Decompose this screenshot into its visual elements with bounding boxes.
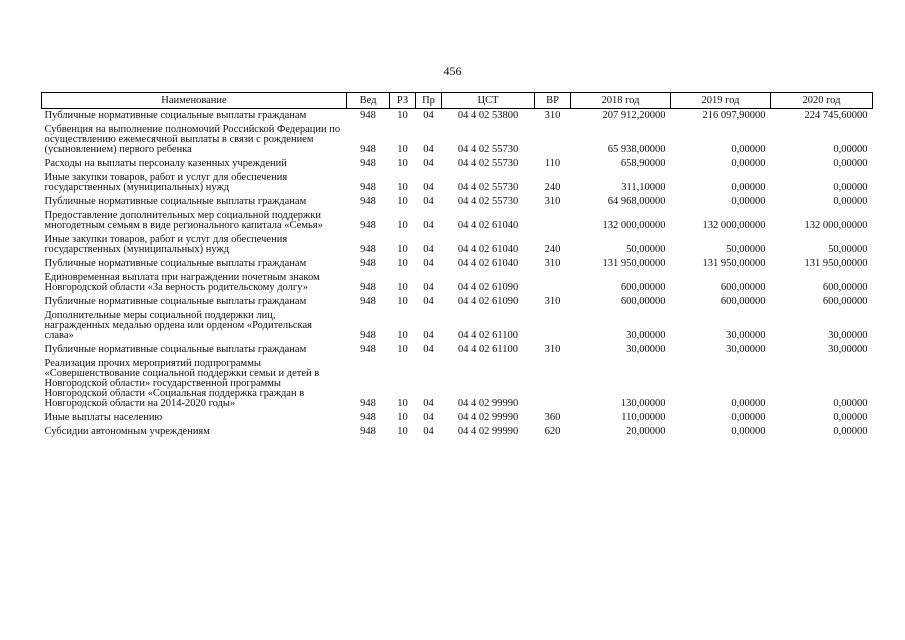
row-name: Дополнительные меры социальной поддержки лиц, награжденных медалью ордена или орденом «Родительская слава» xyxy=(44,310,312,341)
row-2020: 132 000,00000 xyxy=(804,220,868,231)
row-pr: 04 xyxy=(423,144,434,155)
row-ved: 948 xyxy=(360,182,376,193)
row-vr xyxy=(535,309,571,343)
row-2018: 50,00000 xyxy=(626,244,666,255)
row-2020: 131 950,00000 xyxy=(804,258,868,269)
row-2020: 600,00000 xyxy=(822,282,868,293)
row-rz: 10 xyxy=(397,144,408,155)
row-ved: 948 xyxy=(360,344,376,355)
row-name: Единовременная выплата при награждении почетным знаком Новгородской области «За верность родительскому долгу» xyxy=(44,272,320,293)
table-row xyxy=(42,411,873,425)
row-2020: 0,00000 xyxy=(833,182,868,193)
row-ved: 948 xyxy=(360,426,376,437)
row-cst: 04 4 02 61100 xyxy=(458,330,518,341)
header-2018: 2018 год xyxy=(571,93,671,109)
row-2019: 0,00000 xyxy=(731,426,766,437)
row-2020: 0,00000 xyxy=(833,412,868,423)
row-vr: 310 xyxy=(544,296,561,307)
row-ved: 948 xyxy=(360,158,376,169)
row-rz: 10 xyxy=(397,330,408,341)
row-cst: 04 4 02 61090 xyxy=(457,282,519,293)
row-2020: 0,00000 xyxy=(833,426,868,437)
row-rz: 10 xyxy=(397,296,408,307)
row-2020: 50,00000 xyxy=(828,244,868,255)
table-row xyxy=(42,195,873,209)
table-header-row xyxy=(42,93,873,109)
row-rz: 10 xyxy=(397,344,408,355)
row-2020: 0,00000 xyxy=(833,398,868,409)
row-name: Субсидии автономным учреждениям xyxy=(44,426,210,437)
row-name: Иные закупки товаров, работ и услуг для обеспечения государственных (муниципальных) нужд xyxy=(44,172,288,193)
table-row xyxy=(42,171,873,195)
row-2019: 0,00000 xyxy=(731,398,766,409)
row-vr xyxy=(535,209,571,233)
row-cst: 04 4 02 99990 xyxy=(457,398,519,409)
row-name: Реализация прочих мероприятий подпрограммы «Совершенствование социальной поддержки семьи и детей в Новгородской области» государственной программы Новгородской области «Социальная поддержка граждан в Новгородской области на 2014-2020 годы» xyxy=(44,358,320,409)
row-ved: 948 xyxy=(360,110,376,121)
row-2018: 65 938,00000 xyxy=(607,144,666,155)
row-name: Публичные нормативные социальные выплаты гражданам xyxy=(44,296,307,307)
row-ved: 948 xyxy=(360,244,376,255)
row-2018: 600,00000 xyxy=(620,282,666,293)
row-pr: 04 xyxy=(423,196,434,207)
row-2020: 30,00000 xyxy=(828,344,868,355)
row-pr: 04 xyxy=(423,344,434,355)
row-vr: 310 xyxy=(544,258,561,269)
row-2019: 0,00000 xyxy=(731,158,766,169)
row-cst: 04 4 02 53800 xyxy=(457,110,519,121)
row-name: Публичные нормативные социальные выплаты гражданам xyxy=(44,196,307,207)
row-vr: 110 xyxy=(544,158,561,169)
row-rz: 10 xyxy=(397,158,408,169)
table-row xyxy=(42,357,873,411)
row-pr: 04 xyxy=(423,412,434,423)
row-rz: 10 xyxy=(397,412,408,423)
row-ved: 948 xyxy=(360,220,376,231)
header-name: Наименование xyxy=(42,93,347,109)
row-cst: 04 4 02 61040 xyxy=(457,220,519,231)
row-vr: 310 xyxy=(544,110,561,121)
row-2020: 0,00000 xyxy=(833,158,868,169)
row-cst: 04 4 02 61100 xyxy=(458,344,518,355)
table-row xyxy=(42,271,873,295)
row-name: Иные выплаты населению xyxy=(44,412,163,423)
row-2018: 311,10000 xyxy=(621,182,666,193)
row-cst: 04 4 02 55730 xyxy=(457,182,519,193)
row-rz: 10 xyxy=(397,196,408,207)
row-2019: 30,00000 xyxy=(726,330,766,341)
row-2019: 0,00000 xyxy=(731,412,766,423)
row-name: Публичные нормативные социальные выплаты гражданам xyxy=(44,110,307,121)
row-cst: 04 4 02 61090 xyxy=(457,296,519,307)
row-rz: 10 xyxy=(397,282,408,293)
row-rz: 10 xyxy=(397,110,408,121)
row-2018: 207 912,20000 xyxy=(602,110,666,121)
row-name: Предоставление дополнительных мер социальной поддержки многодетным семьям в виде регионального капитала «Семья» xyxy=(44,210,323,231)
row-vr xyxy=(535,123,571,157)
row-pr: 04 xyxy=(423,426,434,437)
row-pr: 04 xyxy=(423,182,434,193)
row-cst: 04 4 02 99990 xyxy=(457,412,519,423)
row-name: Расходы на выплаты персоналу казенных учреждений xyxy=(44,158,287,169)
table-row xyxy=(42,123,873,157)
row-rz: 10 xyxy=(397,426,408,437)
row-vr: 310 xyxy=(544,344,561,355)
header-2019: 2019 год xyxy=(671,93,771,109)
table-row xyxy=(42,295,873,309)
row-rz: 10 xyxy=(397,258,408,269)
row-name: Публичные нормативные социальные выплаты гражданам xyxy=(44,344,307,355)
row-ved: 948 xyxy=(360,412,376,423)
header-pr: Пр xyxy=(416,93,442,109)
row-name: Иные закупки товаров, работ и услуг для обеспечения государственных (муниципальных) нужд xyxy=(44,234,288,255)
row-2018: 30,00000 xyxy=(626,344,666,355)
header-cst: ЦСТ xyxy=(442,93,535,109)
row-2018: 130,00000 xyxy=(620,398,666,409)
row-pr: 04 xyxy=(423,398,434,409)
row-2019: 0,00000 xyxy=(731,144,766,155)
row-vr xyxy=(535,271,571,295)
row-pr: 04 xyxy=(423,258,434,269)
row-cst: 04 4 02 61040 xyxy=(457,258,519,269)
page-number: 456 xyxy=(443,64,462,78)
row-vr xyxy=(535,357,571,411)
table-row xyxy=(42,209,873,233)
row-rz: 10 xyxy=(397,182,408,193)
row-2018: 131 950,00000 xyxy=(602,258,666,269)
row-cst: 04 4 02 99990 xyxy=(457,426,519,437)
row-2018: 30,00000 xyxy=(626,330,666,341)
row-vr: 240 xyxy=(544,244,561,255)
row-cst: 04 4 02 55730 xyxy=(457,158,519,169)
budget-table xyxy=(41,92,873,439)
row-ved: 948 xyxy=(360,144,376,155)
row-pr: 04 xyxy=(423,282,434,293)
row-ved: 948 xyxy=(360,282,376,293)
row-2019: 0,00000 xyxy=(731,182,766,193)
row-pr: 04 xyxy=(423,158,434,169)
row-ved: 948 xyxy=(360,398,376,409)
table-row xyxy=(42,309,873,343)
row-ved: 948 xyxy=(360,296,376,307)
row-2018: 110,00000 xyxy=(621,412,666,423)
row-rz: 10 xyxy=(397,398,408,409)
row-ved: 948 xyxy=(360,330,376,341)
row-2018: 64 968,00000 xyxy=(607,196,666,207)
row-2020: 224 745,60000 xyxy=(804,110,868,121)
header-ved: Вед xyxy=(347,93,390,109)
table-row xyxy=(42,425,873,439)
row-vr: 620 xyxy=(544,426,561,437)
row-ved: 948 xyxy=(360,196,376,207)
row-2018: 132 000,00000 xyxy=(602,220,666,231)
row-pr: 04 xyxy=(423,244,434,255)
row-2019: 30,00000 xyxy=(726,344,766,355)
row-2019: 216 097,90000 xyxy=(702,110,766,121)
table-row xyxy=(42,157,873,171)
row-vr: 310 xyxy=(544,196,561,207)
row-2019: 50,00000 xyxy=(726,244,766,255)
row-2019: 131 950,00000 xyxy=(702,258,766,269)
table-row xyxy=(42,109,873,124)
row-2018: 20,00000 xyxy=(626,426,666,437)
row-2020: 30,00000 xyxy=(828,330,868,341)
row-2019: 132 000,00000 xyxy=(702,220,766,231)
row-pr: 04 xyxy=(423,110,434,121)
row-pr: 04 xyxy=(423,296,434,307)
row-rz: 10 xyxy=(397,244,408,255)
row-cst: 04 4 02 55730 xyxy=(457,144,519,155)
row-pr: 04 xyxy=(423,220,434,231)
row-rz: 10 xyxy=(397,220,408,231)
table-row xyxy=(42,343,873,357)
row-2020: 600,00000 xyxy=(822,296,868,307)
table-row xyxy=(42,233,873,257)
header-rz: РЗ xyxy=(390,93,416,109)
row-2018: 658,90000 xyxy=(620,158,666,169)
row-2020: 0,00000 xyxy=(833,196,868,207)
row-cst: 04 4 02 55730 xyxy=(457,196,519,207)
row-vr: 240 xyxy=(544,182,561,193)
row-name: Публичные нормативные социальные выплаты гражданам xyxy=(44,258,307,269)
table-body xyxy=(42,109,873,440)
header-vr: ВР xyxy=(535,93,571,109)
row-vr: 360 xyxy=(544,412,561,423)
row-cst: 04 4 02 61040 xyxy=(457,244,519,255)
table-row xyxy=(42,257,873,271)
row-2018: 600,00000 xyxy=(620,296,666,307)
row-name: Субвенция на выполнение полномочий Российской Федерации по осуществлению ежемесячной выплаты в связи с рождением (усыновлением) первого ребенка xyxy=(44,124,341,155)
row-2020: 0,00000 xyxy=(833,144,868,155)
row-2019: 0,00000 xyxy=(731,196,766,207)
row-2019: 600,00000 xyxy=(720,296,766,307)
row-ved: 948 xyxy=(360,258,376,269)
header-2020: 2020 год xyxy=(771,93,873,109)
row-2019: 600,00000 xyxy=(720,282,766,293)
row-pr: 04 xyxy=(423,330,434,341)
